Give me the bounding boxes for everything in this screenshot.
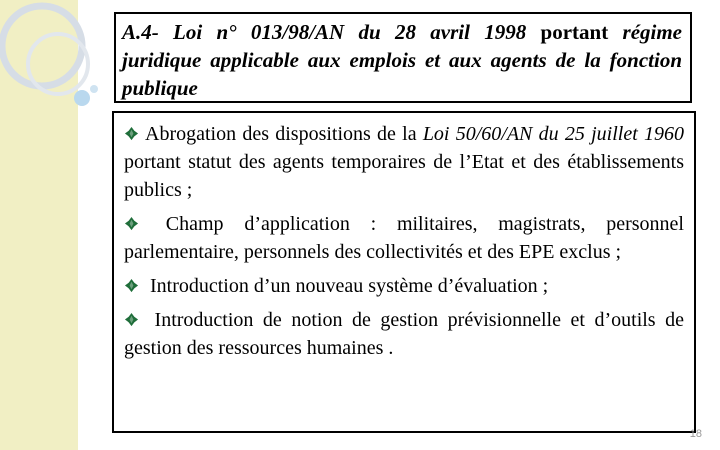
bullet-text: Champ d’application : militaires, magistrats, personnel parlementaire, personnels des collectivités et des EPE exclus ; [124,213,684,263]
bullet-item-hr-planning [124,306,684,362]
page-number: 18 [689,428,702,440]
title-connector: portant [526,20,623,44]
slide-title [114,12,692,103]
bullet-item-evaluation [124,272,684,300]
bullet-text: Abrogation des dispositions de la [145,123,423,145]
bullet-item-scope [124,210,684,266]
bullet-text-end: portant statut des agents temporaires de l’Etat et des établissements publics ; [124,151,684,201]
diamond-bullet-icon [124,278,139,293]
bullet-text: Introduction de notion de gestion prévisionnelle et d’outils de gestion des ressources humaines . [124,309,684,359]
bullet-law-ref: Loi 50/60/AN du 25 juillet 1960 [422,123,684,145]
diamond-bullet-icon [124,216,139,231]
bullet-text: Introduction d’un nouveau système d’évaluation ; [145,275,549,297]
decorative-circles [0,0,110,130]
diamond-bullet-icon [124,312,139,327]
content-box [112,111,696,433]
title-subject: régime juridique applicable aux emplois et aux agents de la fonction publique [122,20,682,100]
bullet-item-abrogation [124,120,684,204]
diamond-bullet-icon [124,126,139,141]
title-law-ref: A.4- Loi n° 013/98/AN du 28 avril 1998 [122,20,527,44]
